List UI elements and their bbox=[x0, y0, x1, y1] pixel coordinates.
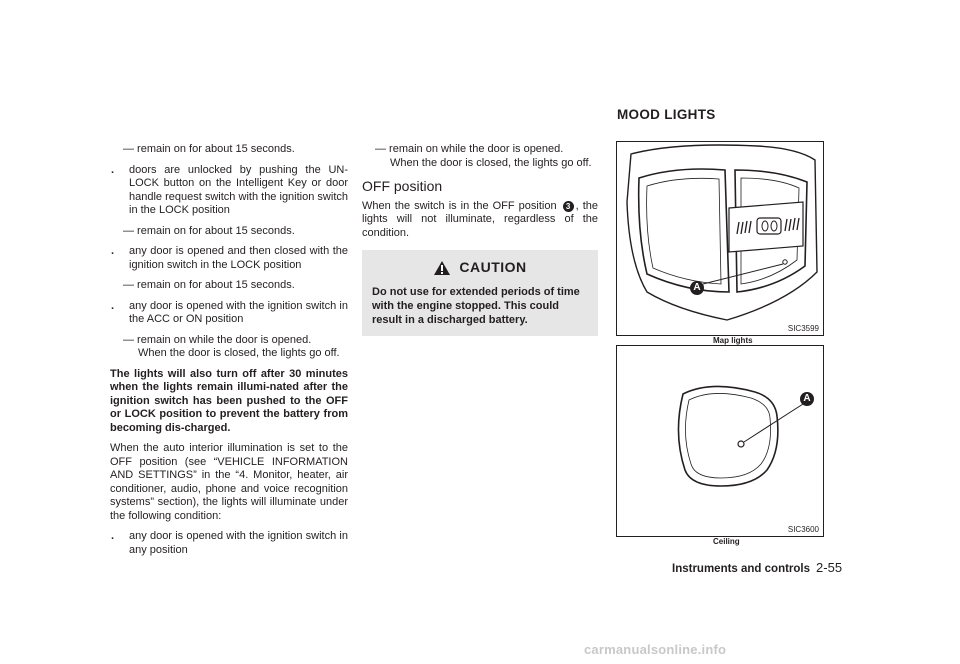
page-footer bbox=[672, 560, 842, 575]
off-position-paragraph bbox=[362, 200, 598, 241]
watermark: carmanualsonline.info bbox=[584, 642, 727, 657]
callout-a-label: A bbox=[803, 393, 811, 404]
bullet-marker: . bbox=[111, 163, 115, 176]
off-text-end: , the lights will not illuminate, regardless of the condition. bbox=[362, 199, 599, 239]
dash-item bbox=[110, 143, 348, 157]
dash-item bbox=[110, 334, 348, 361]
section-title: MOOD LIGHTS bbox=[617, 107, 716, 122]
caution-header bbox=[362, 250, 598, 285]
figure-caption: Ceiling bbox=[713, 537, 740, 546]
dash-text: — remain on while the door is opened. bbox=[123, 333, 312, 346]
ceiling-light-illustration bbox=[617, 346, 823, 536]
map-lights-illustration bbox=[617, 142, 823, 335]
dash-text-continued: When the door is closed, the lights go off. bbox=[138, 347, 340, 359]
bullet-marker: . bbox=[111, 299, 115, 312]
dash-text-continued: When the door is closed, the lights go off. bbox=[390, 156, 592, 169]
bullet-text: any door is opened with the ignition switch in the ACC or ON position bbox=[129, 299, 348, 325]
bullet-text: any door is opened and then closed with the ignition switch in the LOCK position bbox=[129, 245, 348, 271]
bullet-text: doors are unlocked by pushing the UN-LOCK button on the Intelligent Key or door handle request switch with the ignition switch in the LOCK position bbox=[129, 163, 348, 216]
figure-code: SIC3600 bbox=[787, 525, 819, 534]
figure-code: SIC3599 bbox=[787, 324, 819, 333]
battery-note: The lights will also turn off after 30 minutes when the lights remain illumi-nated after the ignition switch has been pushed to the OFF or LOCK position to prevent the battery from becoming dis-charged. bbox=[110, 367, 348, 434]
caution-box bbox=[362, 250, 598, 336]
bullet-marker: . bbox=[111, 530, 115, 542]
dash-text: — remain on for about 15 seconds. bbox=[123, 279, 295, 291]
map-lights-figure bbox=[616, 141, 824, 336]
bullet-item bbox=[110, 164, 348, 218]
off-text-start: When the switch is in the OFF position bbox=[362, 199, 557, 212]
dash-item bbox=[110, 279, 348, 293]
bullet-item bbox=[110, 300, 348, 327]
bullet-item bbox=[110, 245, 348, 272]
caution-text: Do not use for extended periods of time with the engine stopped. This could result in a discharged battery. bbox=[372, 286, 580, 326]
caution-label: CAUTION bbox=[459, 259, 527, 276]
page-number: 2-55 bbox=[816, 560, 843, 575]
bullet-item bbox=[110, 530, 348, 557]
callout-a-label: A bbox=[693, 282, 701, 293]
dash-item bbox=[362, 143, 598, 170]
bullet-text: any door is opened with the ignition switch in any position bbox=[129, 530, 348, 556]
bullet-marker: . bbox=[111, 245, 115, 257]
left-text-column bbox=[110, 143, 348, 564]
auto-illumination-paragraph: When the auto interior illumination is set to the OFF position (see “VEHICLE INFORMATION AND SETTINGS” in the “4. Monitor, heater, air conditioner, audio, phone and voice recognition systems” section), the lights will illuminate under the following condition: bbox=[110, 442, 348, 522]
footer-section: Instruments and controls bbox=[672, 563, 811, 575]
off-position-heading: OFF position bbox=[362, 178, 443, 194]
dash-text: — remain on for about 15 seconds. bbox=[123, 143, 295, 155]
dash-item bbox=[110, 225, 348, 239]
ceiling-figure bbox=[616, 345, 824, 537]
figure-caption: Map lights bbox=[713, 336, 753, 345]
middle-text-column bbox=[362, 143, 598, 336]
dash-text: — remain on for about 15 seconds. bbox=[123, 224, 295, 237]
number-3-badge: 3 bbox=[563, 201, 574, 212]
warning-triangle-icon bbox=[433, 260, 451, 276]
dash-text: — remain on while the door is opened. bbox=[375, 143, 564, 155]
